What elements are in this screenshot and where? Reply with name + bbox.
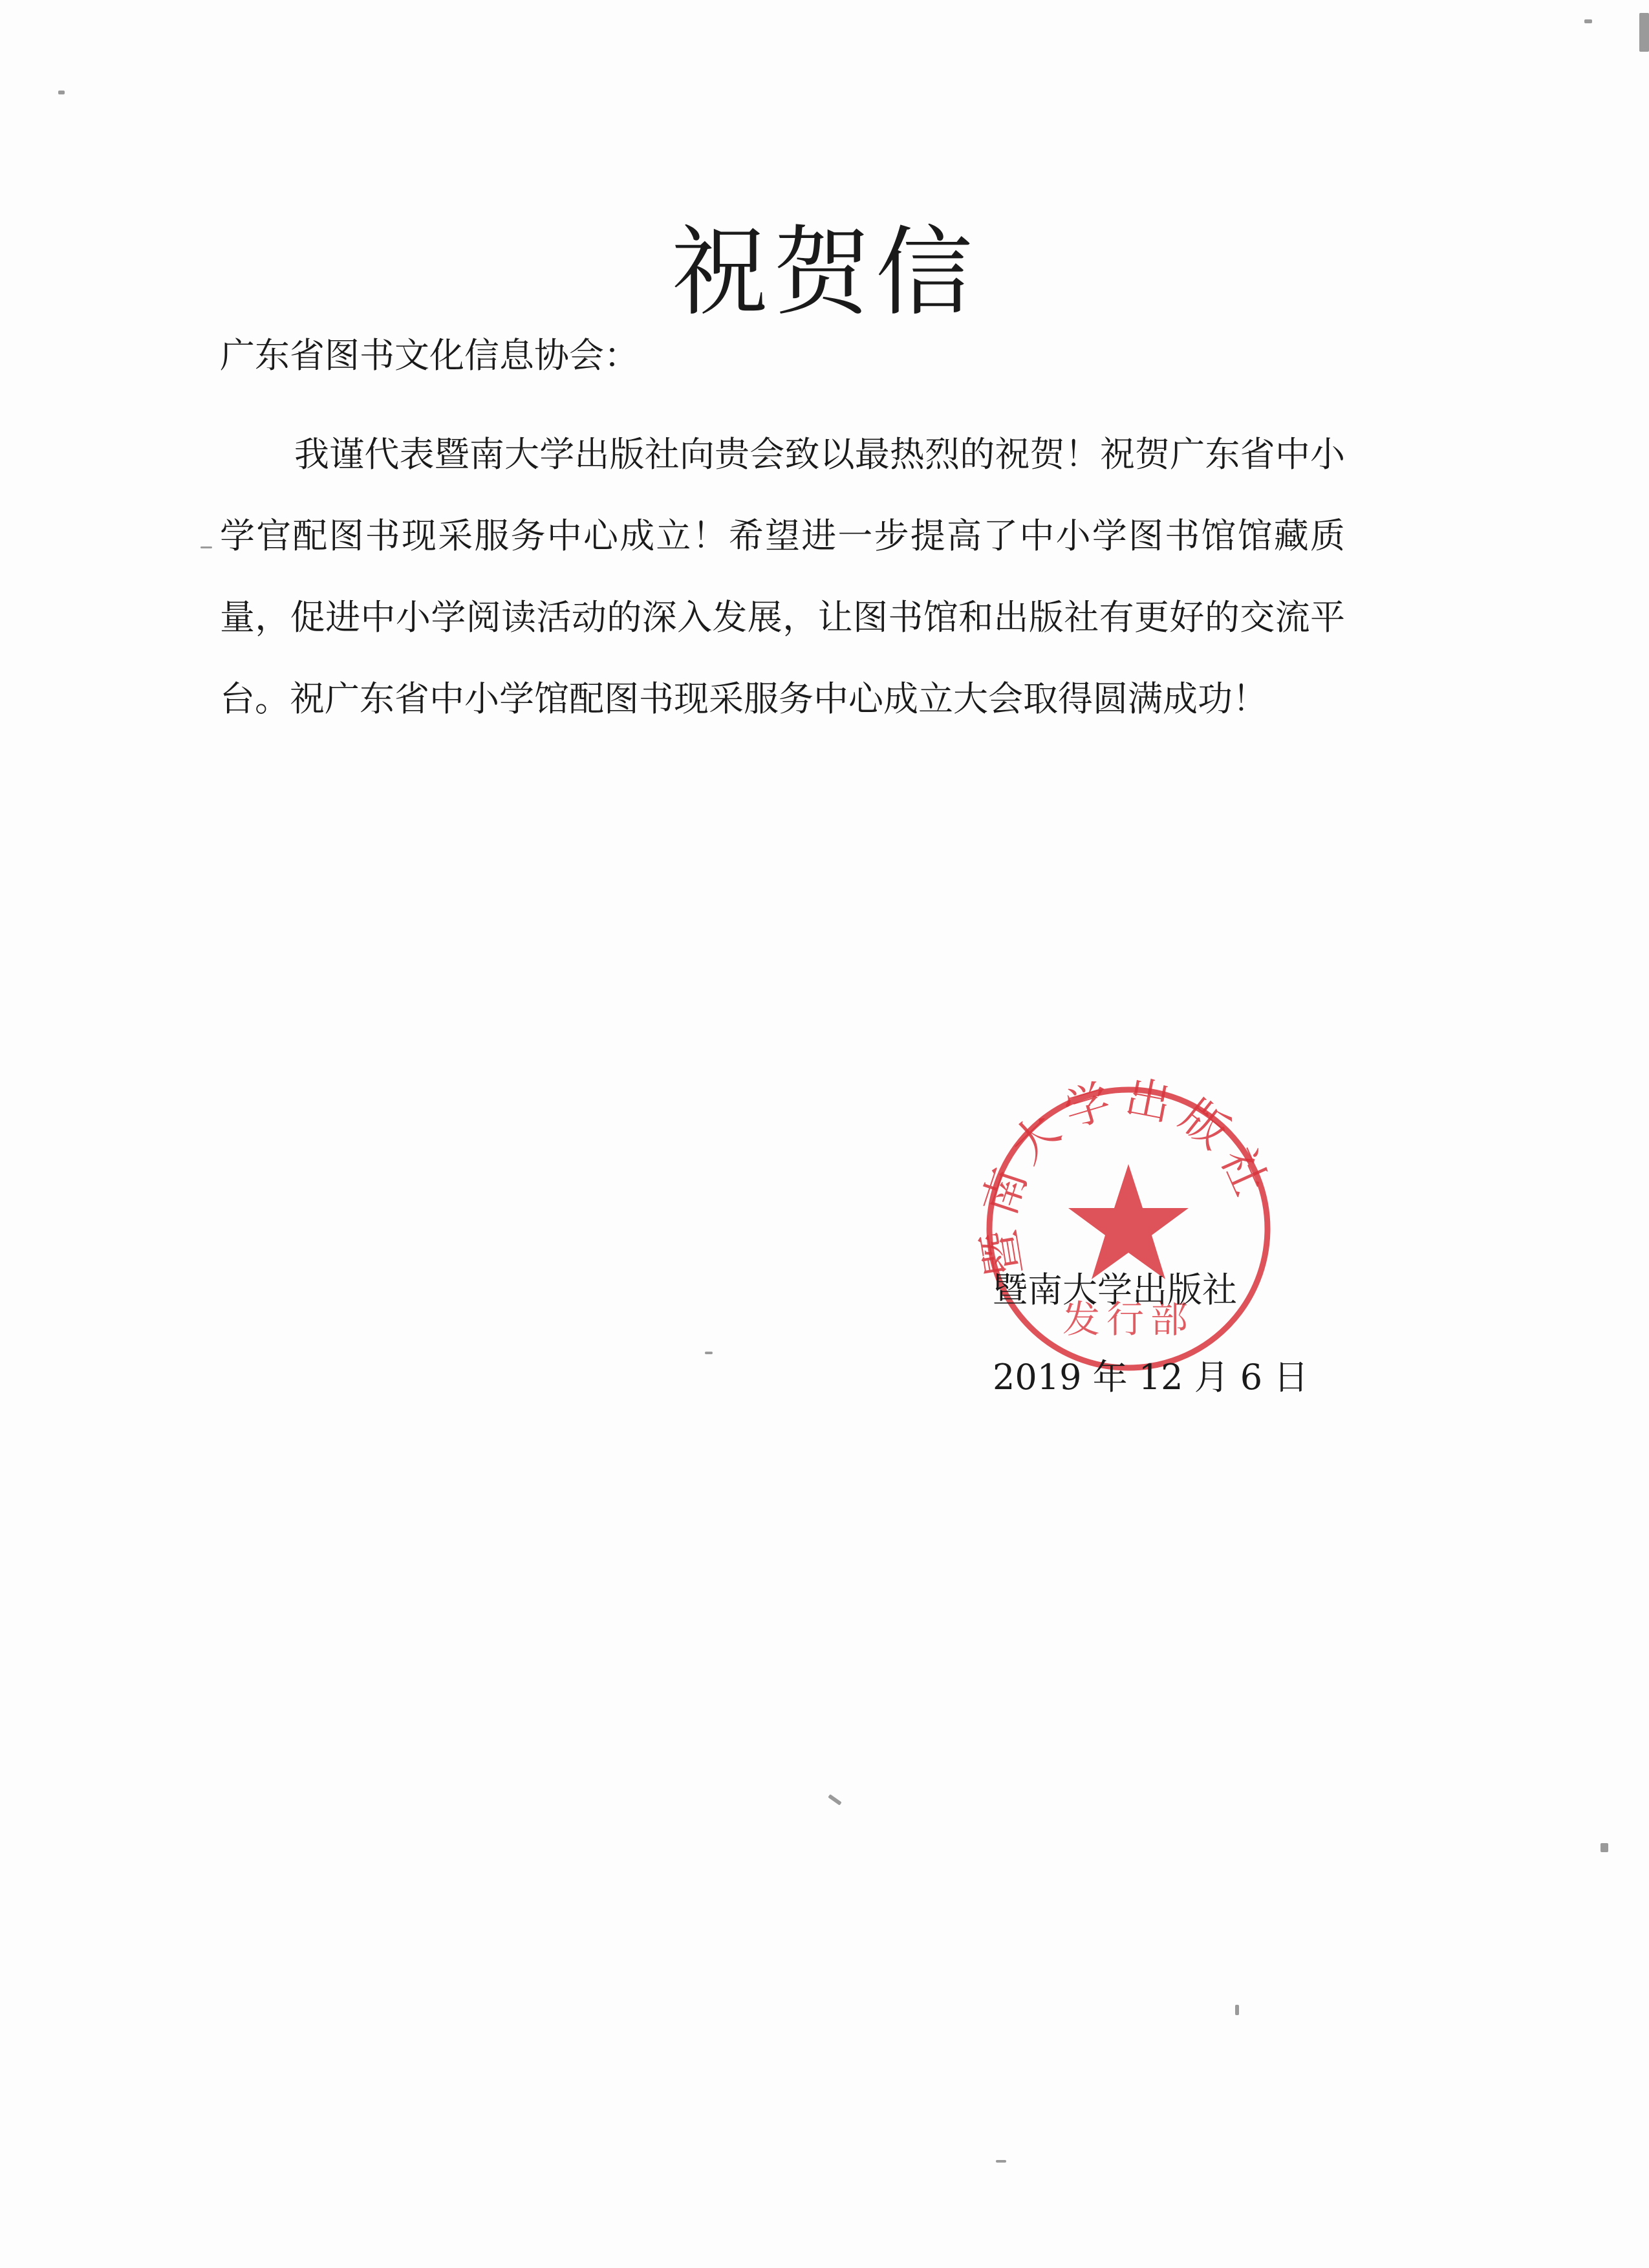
letter-title: 祝贺信 xyxy=(671,217,978,329)
scan-speck xyxy=(996,2160,1006,2163)
signature-date: 2019 年 12 月 6 日 xyxy=(993,1357,1309,1398)
official-seal xyxy=(967,1067,1290,1390)
scan-speck xyxy=(1600,1843,1608,1852)
signature-organization: 暨南大学出版社 xyxy=(993,1269,1237,1310)
scan-speck xyxy=(1639,13,1649,52)
scan-speck xyxy=(200,546,212,548)
svg-text:发行部: 发行部 xyxy=(1062,1297,1195,1341)
scan-speck xyxy=(1584,19,1592,23)
svg-text:暨南大学出版社: 暨南大学出版社 xyxy=(971,1070,1282,1280)
star-icon xyxy=(1068,1164,1189,1279)
scan-speck xyxy=(1235,2005,1239,2015)
salutation: 广东省图书文化信息协会： xyxy=(220,335,639,376)
scan-speck xyxy=(705,1352,713,1354)
scan-speck xyxy=(828,1794,841,1806)
scan-speck xyxy=(58,91,65,94)
letter-body: 我谨代表暨南大学出版社向贵会致以最热烈的祝贺！祝贺广东省中小学官配图书现采服务中心成立！希望进一步提高了中小学图书馆馆藏质量，促进中小学阅读活动的深入发展，让图书馆和出版社有更好的交流平台。祝广东省中小学馆配图书现采服务中心成立大会取得圆满成功！ xyxy=(220,434,1345,719)
